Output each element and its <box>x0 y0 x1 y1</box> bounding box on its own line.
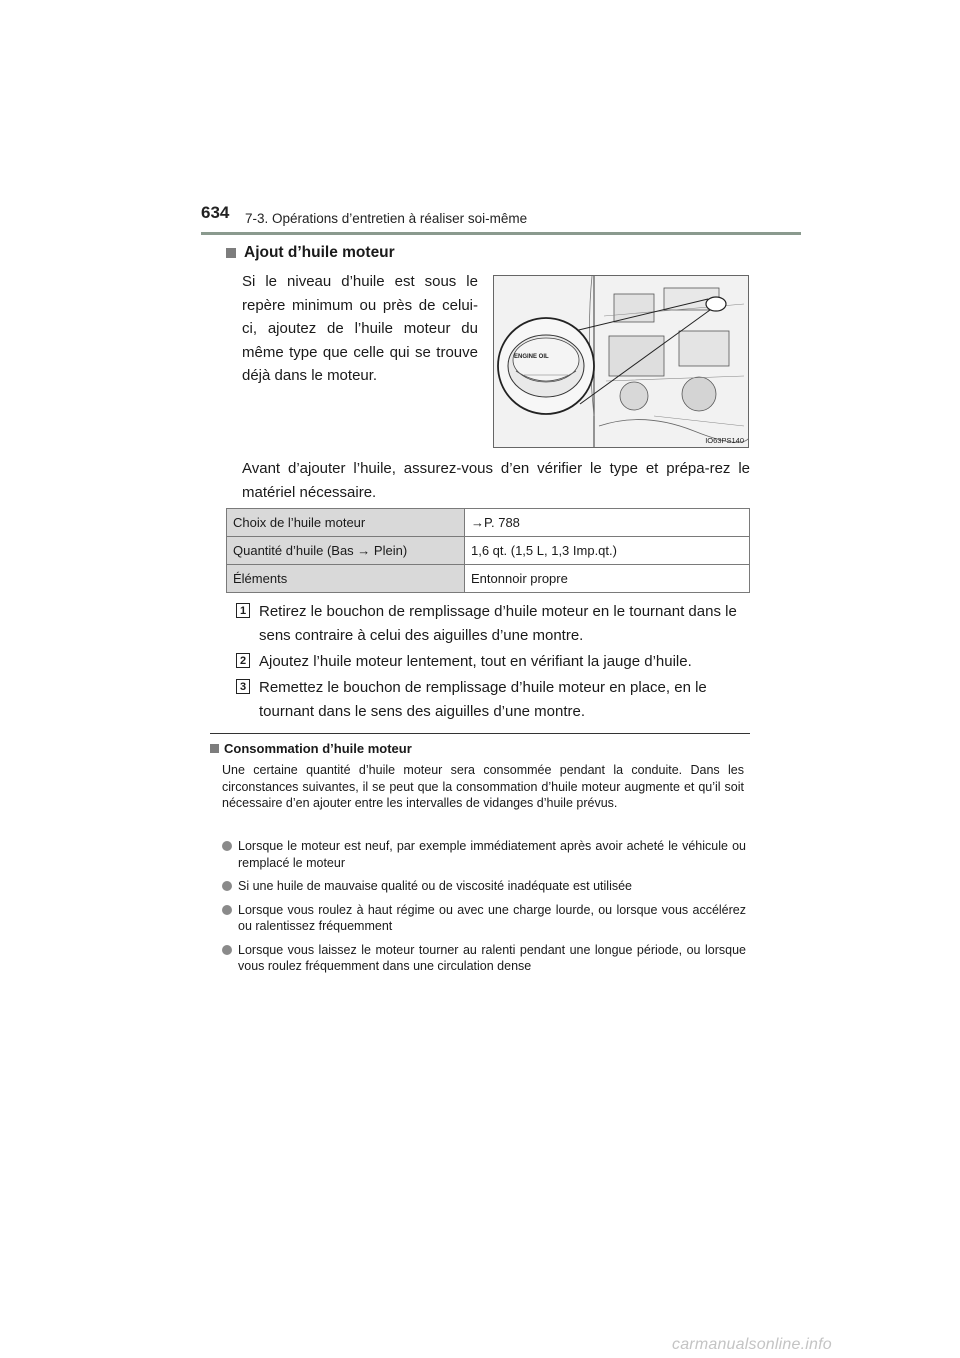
square-bullet-icon <box>210 744 219 753</box>
consumption-heading-text: Consommation d’huile moteur <box>224 741 412 756</box>
engine-oil-cap-illustration <box>493 275 749 448</box>
list-item-text: Lorsque vous laissez le moteur tourner au ralenti pendant une longue période, ou lorsque vous roulez fréquemment dans une circulation dense <box>238 942 746 973</box>
section-divider <box>210 733 750 734</box>
table-row <box>227 509 750 537</box>
page-header <box>201 203 801 235</box>
bullet-dot-icon <box>222 841 232 851</box>
table-label: Éléments <box>227 565 465 593</box>
step-number-badge: 3 <box>236 679 250 694</box>
table-value: 1,6 qt. (1,5 L, 1,3 Imp.qt.) <box>465 537 750 565</box>
list-item <box>222 942 746 975</box>
step-text: Remettez le bouchon de remplissage d’huile moteur en place, en le tournant dans le sens des aiguilles d’une montre. <box>259 679 707 720</box>
cap-label: ENGINE OIL <box>514 354 549 360</box>
table-value: Entonnoir propre <box>465 565 750 593</box>
consumption-intro: Une certaine quantité d’huile moteur sera consommée pendant la conduite. Dans les circonstances suivantes, il se peut que la consommation d’huile moteur augmente et qu’il soit nécessaire d’en ajouter entre les intervalles de vidanges d’huile prévus. <box>222 763 744 810</box>
bullet-dot-icon <box>222 881 232 891</box>
oil-add-heading-text: Ajout d’huile moteur <box>244 244 395 261</box>
bullet-dot-icon <box>222 905 232 915</box>
consumption-heading <box>210 741 412 756</box>
consumption-list <box>222 838 746 982</box>
header-divider <box>201 232 801 235</box>
list-item <box>222 878 746 895</box>
list-item-text: Si une huile de mauvaise qualité ou de viscosité inadéquate est utilisée <box>238 879 633 893</box>
square-bullet-icon <box>226 248 236 258</box>
step-number-badge: 1 <box>236 603 250 618</box>
oil-add-heading <box>226 244 395 262</box>
engine-bay-drawing <box>494 276 749 448</box>
oil-add-intro: Si le niveau d’huile est sous le repère minimum ou près de celui-ci, ajoutez de l’huile moteur du même type que celle qui se trouve déjà dans le moteur. <box>242 273 478 384</box>
section-title: 7-3. Opérations d’entretien à réaliser soi-même <box>245 211 528 226</box>
table-label: Quantité d’huile (Bas → Plein) <box>227 537 465 565</box>
watermark: carmanualsonline.info <box>672 1336 832 1353</box>
list-item-text: Lorsque le moteur est neuf, par exemple immédiatement après avoir acheté le véhicule ou remplacé le moteur <box>238 839 746 870</box>
bullet-dot-icon <box>222 945 232 955</box>
oil-add-before-text: Avant d’ajouter l’huile, assurez-vous d’en vérifier le type et prépa-rez le matériel nécessaire. <box>242 460 750 501</box>
list-item-text: Lorsque vous roulez à haut régime ou avec une charge lourde, ou lorsque vous accélérez ou ralentissez fréquemment <box>238 902 746 933</box>
table-row <box>227 537 750 565</box>
step-text: Retirez le bouchon de remplissage d’huile moteur en le tournant dans le sens contraire à celui des aiguilles d’une montre. <box>259 603 737 644</box>
table-value: →P. 788 <box>465 509 750 537</box>
figure-code: IO63PS140 <box>705 436 744 445</box>
page-number: 634 <box>201 203 230 222</box>
list-item <box>222 902 746 935</box>
table-label: Choix de l’huile moteur <box>227 509 465 537</box>
step-number-badge: 2 <box>236 653 250 668</box>
step-text: Ajoutez l’huile moteur lentement, tout en vérifiant la jauge d’huile. <box>259 653 692 670</box>
table-row <box>227 565 750 593</box>
list-item <box>222 838 746 871</box>
oil-spec-table <box>226 508 750 593</box>
